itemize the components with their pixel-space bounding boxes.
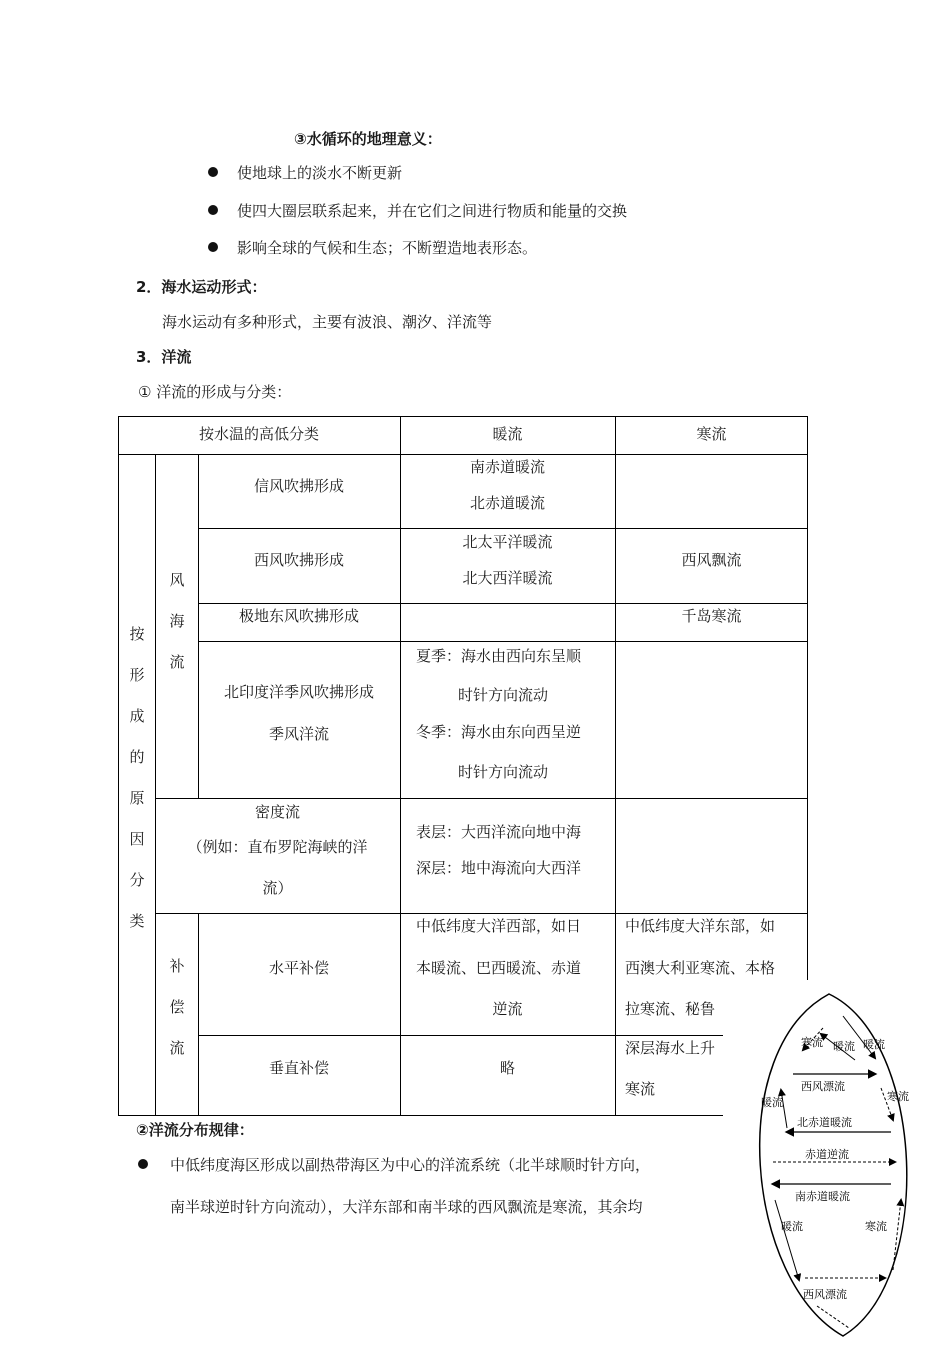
label-top-cold: 寒流 [801, 1036, 823, 1049]
label-west-drift-south: 西风漂流 [803, 1288, 847, 1301]
row-monsoon-warm-1: 夏季：海水由西向东呈顺 [416, 647, 582, 665]
row-density-warm-2: 深层：地中海流向大西洋 [416, 859, 582, 877]
row-density-label-1: 密度流 [254, 803, 300, 821]
label-ne-cold: 寒流 [887, 1090, 909, 1103]
section-2-text: 海水运动有多种形式，主要有波浪、潮汐、洋流等 [162, 313, 493, 331]
label-top-right-warm: 暖流 [863, 1038, 885, 1051]
row-horizontal-cold-3: 拉寒流、秘鲁 [625, 1000, 716, 1018]
group-by-cause: 按形成的原因分类 [129, 625, 145, 930]
diagram-svg [725, 980, 950, 1344]
row-horizontal-label: 水平补偿 [268, 959, 329, 977]
row-trade-warm-2: 北赤道暖流 [469, 494, 545, 512]
row-density-warm-1: 表层：大西洋流向地中海 [416, 823, 582, 841]
row-monsoon-warm-3: 冬季：海水由东向西呈逆 [416, 723, 582, 741]
bullet-dot [208, 242, 218, 252]
header-warm: 暖流 [492, 425, 523, 443]
water-cycle-heading: ③水循环的地理意义： [294, 130, 442, 148]
bullet-dot [208, 167, 218, 177]
label-sw-warm: 暖流 [781, 1220, 803, 1233]
row-horizontal-warm-3: 逆流 [492, 1000, 523, 1018]
row-density-label-3: 流） [262, 879, 293, 897]
distribution-heading: ②洋流分布规律： [136, 1121, 254, 1139]
row-vertical-cold-1: 深层海水上升 [625, 1039, 716, 1057]
section-3-subheading: ① 洋流的形成与分类： [138, 383, 292, 401]
label-north-equatorial: 北赤道暖流 [797, 1116, 852, 1129]
row-west-cold: 西风飘流 [681, 551, 742, 569]
row-horizontal-warm-1: 中低纬度大洋西部，如日 [416, 917, 582, 935]
label-west-drift-north: 西风漂流 [801, 1080, 845, 1093]
bullet-dot [208, 205, 218, 215]
section-2-heading: 2．海水运动形式： [136, 278, 267, 296]
row-polar-label: 极地东风吹拂形成 [238, 607, 359, 625]
row-horizontal-cold-2: 西澳大利亚寒流、本格 [625, 959, 776, 977]
label-nw-warm: 暖流 [761, 1096, 783, 1109]
row-west-label: 西风吹拂形成 [253, 551, 344, 569]
ocean-current-table [118, 416, 808, 1116]
row-vertical-cold-2: 寒流 [625, 1080, 656, 1098]
row-density-label-2: （例如：直布罗陀海峡的洋 [187, 838, 368, 856]
row-monsoon-warm-2: 时针方向流动 [458, 686, 549, 704]
water-cycle-bullet-2: 使四大圈层联系起来，并在它们之间进行物质和能量的交换 [237, 202, 628, 220]
row-west-warm-1: 北太平洋暖流 [462, 533, 553, 551]
group-compensation: 补偿流 [169, 957, 185, 1057]
label-top-warm: 暖流 [833, 1040, 855, 1053]
row-polar-cold: 千岛寒流 [681, 607, 742, 625]
label-south-equatorial: 南赤道暖流 [795, 1190, 850, 1203]
row-horizontal-warm-2: 本暖流、巴西暖流、赤道 [416, 959, 582, 977]
row-horizontal-cold-1: 中低纬度大洋东部，如 [625, 917, 776, 935]
label-se-cold: 寒流 [865, 1220, 887, 1233]
distribution-line-2: 南半球逆时针方向流动），大洋东部和南半球的西风飘流是寒流，其余均 [170, 1198, 643, 1216]
water-cycle-bullet-3: 影响全球的气候和生态；不断塑造地表形态。 [237, 239, 538, 257]
row-monsoon-label-1: 北印度洋季风吹拂形成 [223, 683, 374, 701]
water-cycle-bullet-1: 使地球上的淡水不断更新 [237, 164, 403, 182]
bullet-dot [138, 1159, 148, 1169]
row-monsoon-label-2: 季风洋流 [268, 725, 329, 743]
distribution-line-1: 中低纬度海区形成以副热带海区为中心的洋流系统（北半球顺时针方向， [170, 1156, 651, 1174]
header-classification: 按水温的高低分类 [198, 425, 319, 443]
row-west-warm-2: 北大西洋暖流 [462, 569, 553, 587]
group-wind-current: 风海流 [169, 571, 185, 671]
row-vertical-warm: 略 [499, 1059, 515, 1077]
row-monsoon-warm-4: 时针方向流动 [458, 763, 549, 781]
row-vertical-label: 垂直补偿 [268, 1059, 329, 1077]
label-counter-current: 赤道逆流 [805, 1148, 849, 1161]
header-cold: 寒流 [696, 425, 727, 443]
row-trade-label: 信风吹拂形成 [253, 477, 344, 495]
ocean-current-diagram [725, 980, 950, 1344]
row-trade-warm-1: 南赤道暖流 [469, 458, 545, 476]
section-3-heading: 3．洋流 [136, 348, 192, 366]
